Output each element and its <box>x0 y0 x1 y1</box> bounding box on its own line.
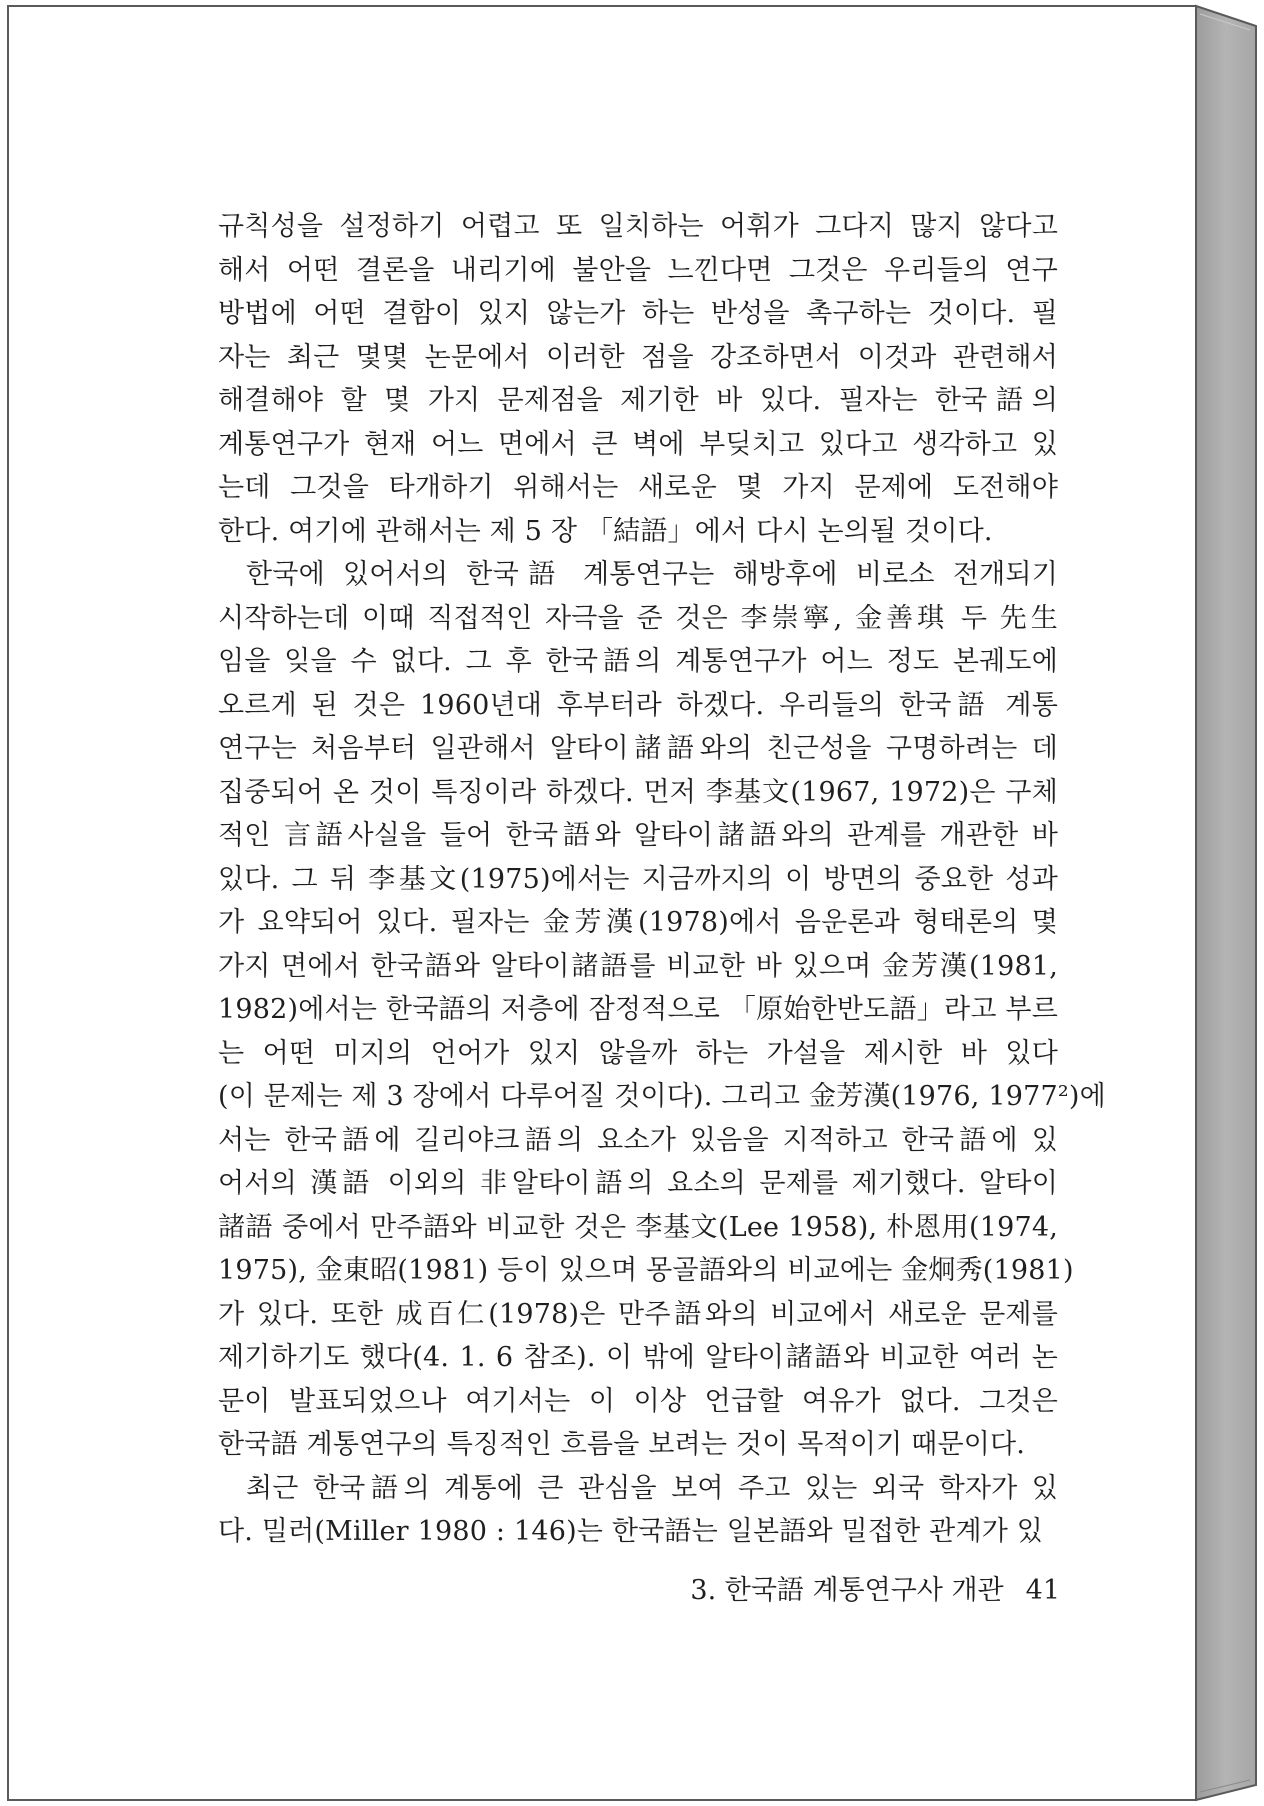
page-body <box>218 205 1106 1554</box>
text-line: 1982)에서는 한국語의 저층에 잠정적으로 「原始한반도語」라고 부르 <box>218 994 1058 1025</box>
chapter-title: 3. 한국語 계통연구사 개관 <box>690 1575 1004 1606</box>
text-line: 해서 어떤 결론을 내리기에 불안을 느낀다면 그것은 우리들의 연구 <box>218 254 1058 286</box>
text-line: 시작하는데 이때 직접적인 자극을 준 것은 李崇寧, 金善琪 두 先生 <box>218 602 1058 634</box>
text-line: (이 문제는 제 3 장에서 다루어질 것이다). 그리고 金芳漢(1976, 1977²)에 <box>218 1081 1106 1112</box>
text-line: 諸語 중에서 만주語와 비교한 것은 李基文(Lee 1958), 朴恩用(1974, <box>218 1211 1058 1243</box>
text-line: 제기하기도 했다(4. 1. 6 참조). 이 밖에 알타이諸語와 비교한 여러 논 <box>218 1342 1058 1373</box>
page-number: 41 <box>1025 1575 1060 1606</box>
text-line: 는 어떤 미지의 언어가 있지 않을까 하는 가설을 제시한 바 있다 <box>218 1037 1058 1069</box>
text-line: 적인 言語사실을 들어 한국語와 알타이諸語와의 관계를 개관한 바 <box>218 820 1058 851</box>
text-line: 한국에 있어서의 한국語 계통연구는 해방후에 비로소 전개되기 <box>246 559 1058 590</box>
text-line: 다. 밀러(Miller 1980 : 146)는 한국語는 일본語와 밀접한 관계가 있 <box>218 1516 1044 1547</box>
text-line: 집중되어 온 것이 특징이라 하겠다. 먼저 李基文(1967, 1972)은 구체 <box>218 776 1058 808</box>
text-line: 한국語 계통연구의 특징적인 흐름을 보려는 것이 목적이기 때문이다. <box>218 1429 1026 1460</box>
text-line: 오르게 된 것은 1960년대 후부터라 하겠다. 우리들의 한국語 계통 <box>218 689 1058 721</box>
text-line: 가 요약되어 있다. 필자는 金芳漢(1978)에서 음운론과 형태론의 몇 <box>218 907 1058 938</box>
text-line: 연구는 처음부터 일관해서 알타이諸語와의 친근성을 구명하려는 데 <box>218 733 1058 764</box>
text-line: 문이 발표되었으나 여기서는 이 이상 언급할 여유가 없다. 그것은 <box>218 1385 1058 1417</box>
running-footer <box>690 1568 1060 1607</box>
text-line: 해결해야 할 몇 가지 문제점을 제기한 바 있다. 필자는 한국語의 <box>218 385 1058 416</box>
text-line: 서는 한국語에 길리야크語의 요소가 있음을 지적하고 한국語에 있 <box>218 1124 1058 1156</box>
page-edge <box>1196 6 1256 1800</box>
text-line: 임을 잊을 수 없다. 그 후 한국語의 계통연구가 어느 정도 본궤도에 <box>218 646 1058 677</box>
text-line: 규칙성을 설정하기 어렵고 또 일치하는 어휘가 그다지 많지 않다고 <box>218 211 1058 242</box>
text-line: 1975), 金東昭(1981) 등이 있으며 몽골語와의 비교에는 金炯秀(1981) <box>218 1255 1074 1286</box>
text-line: 계통연구가 현재 어느 면에서 큰 벽에 부딪치고 있다고 생각하고 있 <box>218 428 1058 460</box>
text-line: 가 있다. 또한 成百仁(1978)은 만주語와의 비교에서 새로운 문제를 <box>218 1298 1058 1330</box>
text-line: 자는 최근 몇몇 논문에서 이러한 점을 강조하면서 이것과 관련해서 <box>218 341 1058 373</box>
text-line: 최근 한국語의 계통에 큰 관심을 보여 주고 있는 외국 학자가 있 <box>246 1472 1058 1504</box>
text-line: 한다. 여기에 관해서는 제 5 장 「結語」에서 다시 논의될 것이다. <box>218 515 993 547</box>
text-line: 가지 면에서 한국語와 알타이諸語를 비교한 바 있으며 金芳漢(1981, <box>218 950 1058 982</box>
text-line: 방법에 어떤 결함이 있지 않는가 하는 반성을 촉구하는 것이다. 필 <box>218 298 1058 329</box>
text-line: 어서의 漢語 이외의 非알타이語의 요소의 문제를 제기했다. 알타이 <box>218 1168 1058 1199</box>
text-line: 있다. 그 뒤 李基文(1975)에서는 지금까지의 이 방면의 중요한 성과 <box>218 863 1058 895</box>
text-line: 는데 그것을 타개하기 위해서는 새로운 몇 가지 문제에 도전해야 <box>218 472 1058 503</box>
